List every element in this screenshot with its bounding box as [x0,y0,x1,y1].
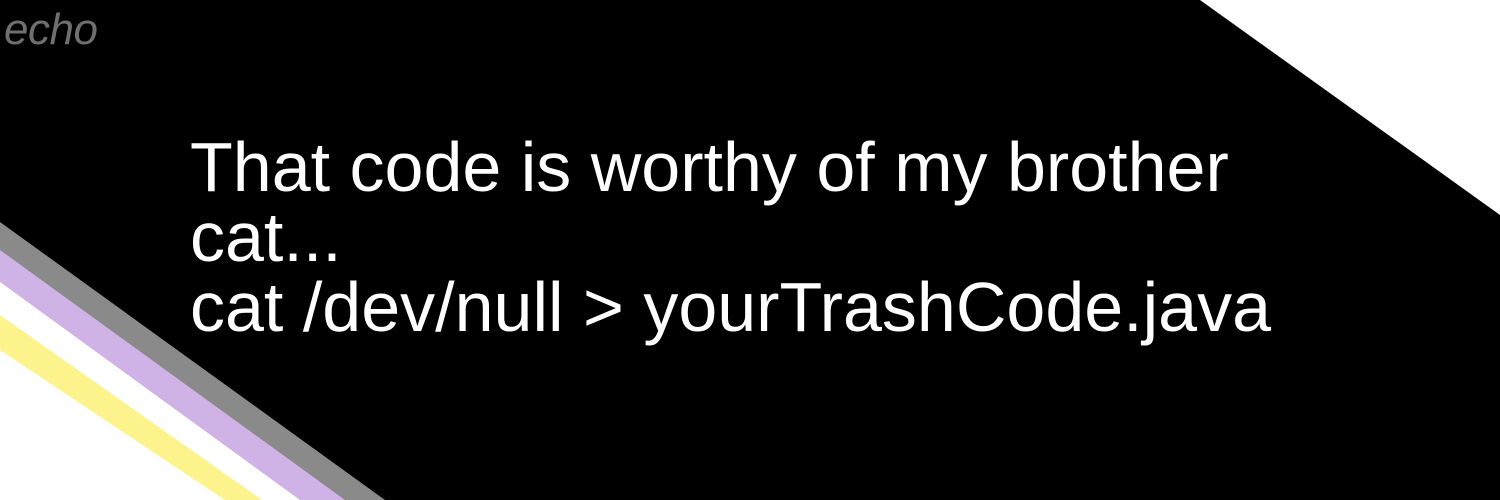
message-line-1: That code is worthy of my brother [190,128,1229,206]
message-text [190,128,1272,346]
message-line-3: cat /dev/null > yourTrashCode.java [190,268,1272,346]
message-line-2: cat... [190,198,342,276]
corner-label: echo [4,5,98,54]
